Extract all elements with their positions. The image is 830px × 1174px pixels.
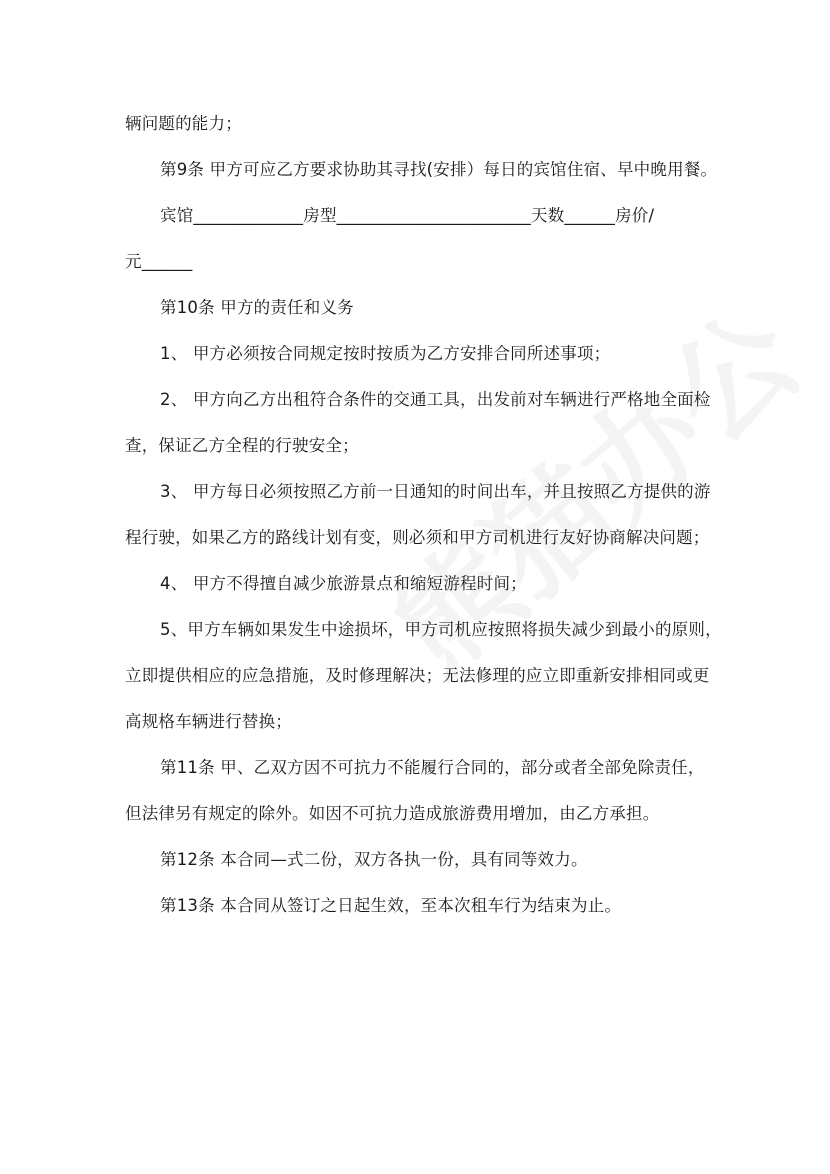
duty-item-2: 2、 甲方向乙方出租符合条件的交通工具，出发前对车辆进行严格地全面检 xyxy=(160,390,711,409)
hotel-fill-line: 宾馆_____________房型_______________________天数______房价/ xyxy=(160,206,655,225)
duty-item-5: 5、甲方车辆如果发生中途损坏，甲方司机应按照将损失减少到最小的原则， xyxy=(160,620,722,639)
duty-item-5-cont: 立即提供相应的应急措施，及时修理解决；无法修理的应立即重新安排相同或更 xyxy=(125,666,710,685)
paragraph-line: 辆问题的能力； xyxy=(125,114,242,133)
duty-item-3: 3、 甲方每日必须按照乙方前一日通知的时间出车，并且按照乙方提供的游 xyxy=(160,482,711,501)
article-12: 第12条 本合同—式二份，双方各执一份，具有同等效力。 xyxy=(160,850,588,869)
article-11-cont: 但法律另有规定的除外。如因不可抗力造成旅游费用增加，由乙方承担。 xyxy=(125,804,660,823)
article-11: 第11条 甲、乙双方因不可抗力不能履行合同的，部分或者全部免除责任， xyxy=(160,758,705,777)
hotel-fill-line-cont: 元______ xyxy=(125,252,193,271)
duty-item-4: 4、 甲方不得擅自减少旅游景点和缩短游程时间； xyxy=(160,574,527,593)
duty-item-3-cont: 程行驶，如果乙方的路线计划有变，则必须和甲方司机进行友好协商解决问题； xyxy=(125,528,710,547)
duty-item-5-cont2: 高规格车辆进行替换； xyxy=(125,712,292,731)
article-9: 第9条 甲方可应乙方要求协助其寻找(安排）每日的宾馆住宿、早中晚用餐。 xyxy=(160,160,718,179)
duty-item-2-cont: 查，保证乙方全程的行驶安全； xyxy=(125,436,359,455)
article-13: 第13条 本合同从签订之日起生效，至本次租车行为结束为止。 xyxy=(160,896,622,915)
article-10-heading: 第10条 甲方的责任和义务 xyxy=(160,298,354,317)
duty-item-1: 1、 甲方必须按合同规定按时按质为乙方安排合同所述事项； xyxy=(160,344,611,363)
